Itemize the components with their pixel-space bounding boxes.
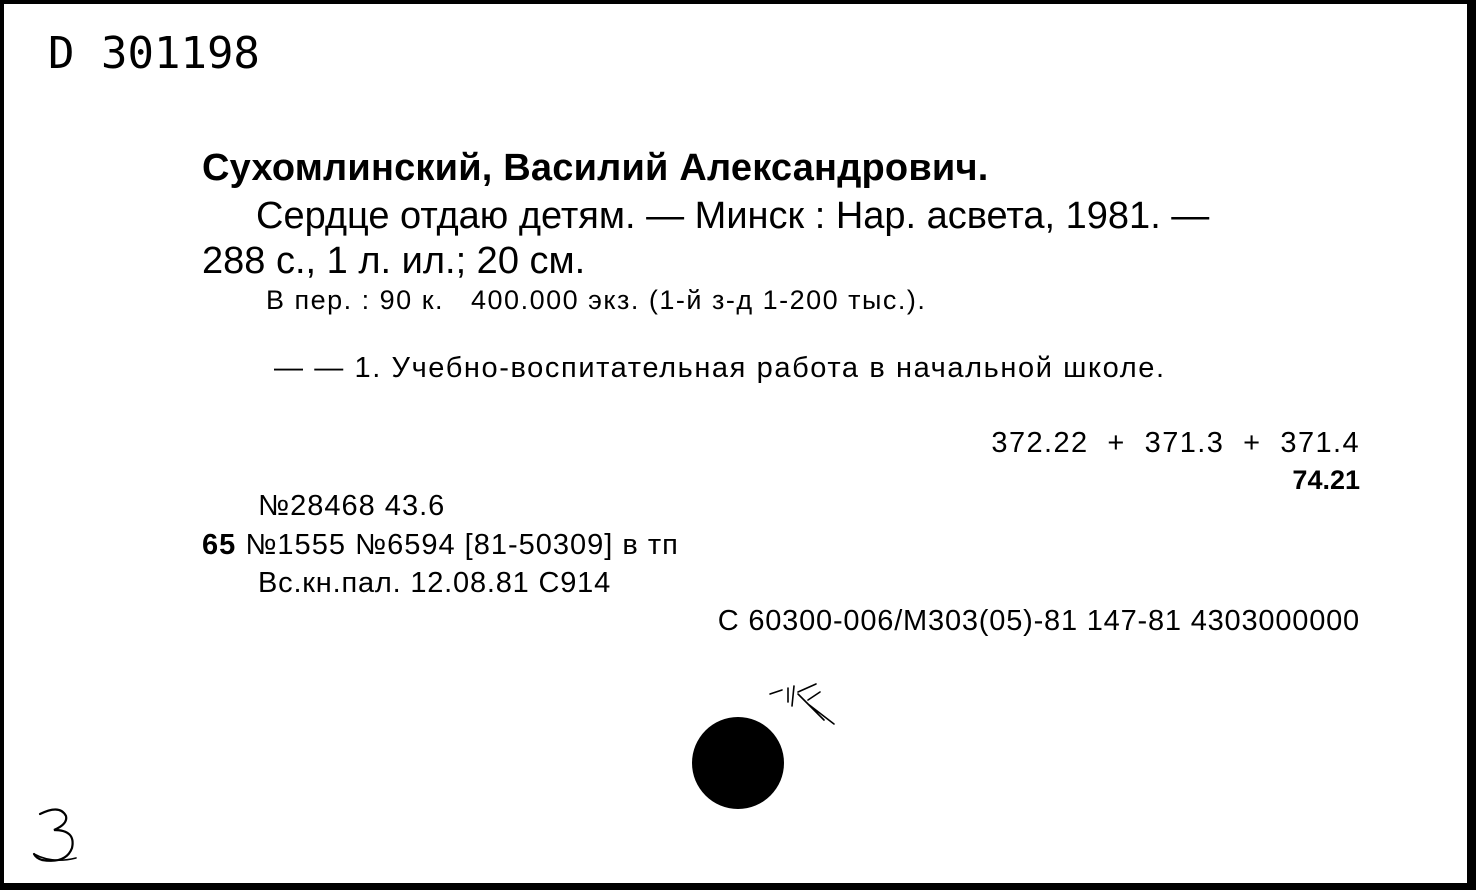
classification-udc: 372.22 + 371.3 + 371.4 [991, 427, 1360, 459]
call-number: D 301198 [48, 28, 260, 79]
pencil-scribble-icon [764, 680, 854, 730]
subject-heading: — — 1. Учебно-воспитательная работа в начальной школе. [274, 352, 1166, 384]
price-edition-line: В пер. : 90 к. 400.000 экз. (1-й з-д 1-200 тыс.). [266, 285, 927, 315]
card-punch-hole [692, 717, 784, 809]
record-prefix: 65 [202, 529, 237, 561]
record-order-line [202, 531, 679, 560]
publisher-code-line: С 60300-006/М303(05)-81 147-81 4303000000 [717, 605, 1360, 637]
record-number-line: №28468 43.6 [258, 490, 446, 522]
book-chamber-line: Вс.кн.пал. 12.08.81 С914 [258, 567, 611, 599]
author-heading: Сухомлинский, Василий Александрович. [202, 147, 989, 189]
handwritten-shelf-mark [32, 802, 102, 872]
classification-bbk: 74.21 [1292, 465, 1360, 495]
record-order-text: №1555 №6594 [81-50309] в тп [236, 529, 679, 561]
title-line: Сердце отдаю детям. — Минск : Нар. асвета, 1981. — [256, 195, 1210, 237]
physical-description: 288 с., 1 л. ил.; 20 см. [202, 240, 586, 282]
